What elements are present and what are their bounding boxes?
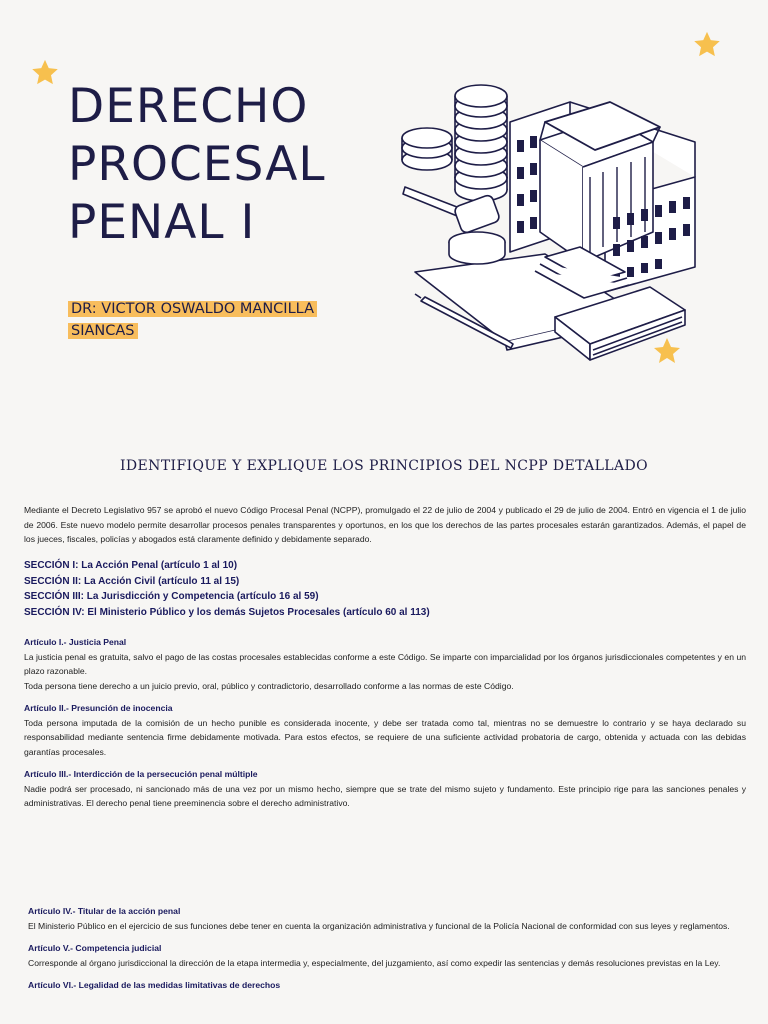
article-body: La justicia penal es gratuita, salvo el pago de las costas procesales establecidas conforme a este Código. Se imparte con imparcialidad por los órganos jurisdiccionales competentes y en un plazo razonable. bbox=[24, 651, 746, 676]
article bbox=[24, 701, 746, 759]
intro-paragraph: Mediante el Decreto Legislativo 957 se aprobó el nuevo Código Procesal Penal (NCPP), promulgado el 22 de julio de 2004 y publicado el 29 de julio de 2004. Entró en vigencia el 1 de julio de 2006. Este nuevo modelo permite desarrollar procesos penales transparentes y oportunos, en los que los derechos de las partes procesales estarán garantizados. Además, el papel de los jueces, fiscales, policías y abogados está claramente definido y debidamente separado. bbox=[24, 505, 746, 544]
title-line: DERECHO bbox=[68, 79, 309, 134]
page-title bbox=[68, 78, 326, 252]
question-heading: IDENTIFIQUE Y EXPLIQUE LOS PRINCIPIOS DEL NCPP DETALLADO bbox=[120, 458, 648, 474]
article-title: Artículo VI.- Legalidad de las medidas limitativas de derechos bbox=[28, 980, 281, 990]
article bbox=[24, 635, 746, 693]
article-title: Artículo IV.- Titular de la acción penal bbox=[28, 906, 181, 916]
list-item: SECCIÓN IV: El Ministerio Público y los demás Sujetos Procesales (artículo 60 al 113) bbox=[24, 606, 430, 618]
title-line: PENAL I bbox=[68, 195, 256, 250]
sections-list bbox=[24, 558, 746, 620]
article-title: Artículo II.- Presunción de inocencia bbox=[24, 703, 173, 713]
article bbox=[24, 767, 746, 811]
article-body: Nadie podrá ser procesado, ni sancionado más de una vez por un mismo hecho, siempre que se trate del mismo sujeto y fundamento. Este principio rige para las sanciones penales y administrativas. El derecho penal tiene preeminencia sobre el derecho administrativo. bbox=[24, 783, 746, 808]
article bbox=[28, 941, 752, 970]
list-item: SECCIÓN I: La Acción Penal (artículo 1 al 10) bbox=[24, 560, 238, 571]
articles-block bbox=[28, 904, 752, 1001]
article-title: Artículo I.- Justicia Penal bbox=[24, 637, 127, 647]
title-line: PROCESAL bbox=[68, 137, 326, 192]
article-body: El Ministerio Público en el ejercicio de sus funciones debe tener en cuenta la organización administrativa y funcional de la Policía Nacional de conformidad con sus leyes y reglamentos. bbox=[28, 920, 730, 931]
article bbox=[28, 904, 752, 933]
star-icon bbox=[30, 58, 60, 88]
author-highlight: DR: VICTOR OSWALDO MANCILLA SIANCAS bbox=[68, 301, 317, 339]
article-body: Corresponde al órgano jurisdiccional la dirección de la etapa intermedia y, especialmente, del juzgamiento, así como expedir las sentencias y demás resoluciones previstas en la Ley. bbox=[28, 957, 721, 968]
author-name bbox=[68, 298, 338, 342]
article bbox=[28, 978, 752, 993]
articles-block bbox=[24, 635, 746, 819]
article-body: Toda persona imputada de la comisión de un hecho punible es considerada inocente, y debe ser tratada como tal, mientras no se demuestre lo contrario y se haya declarado su responsabilidad mediante sentencia firme debidamente motivada. Para estos efectos, se requiere de una suficiente actividad probatoria de cargo, obtenida y actuada con las debidas garantías procesales. bbox=[24, 717, 746, 757]
article-body: Toda persona tiene derecho a un juicio previo, oral, público y contradictorio, desarrollado conforme a las normas de este Código. bbox=[24, 680, 514, 691]
star-icon bbox=[692, 30, 722, 60]
list-item: SECCIÓN III: La Jurisdicción y Competencia (artículo 16 al 59) bbox=[24, 591, 319, 602]
list-item: SECCIÓN II: La Acción Civil (artículo 11 al 15) bbox=[24, 575, 240, 587]
article-title: Artículo III.- Interdicción de la persecución penal múltiple bbox=[24, 769, 258, 779]
courthouse-illustration bbox=[395, 82, 720, 377]
article-title: Artículo V.- Competencia judicial bbox=[28, 943, 162, 953]
